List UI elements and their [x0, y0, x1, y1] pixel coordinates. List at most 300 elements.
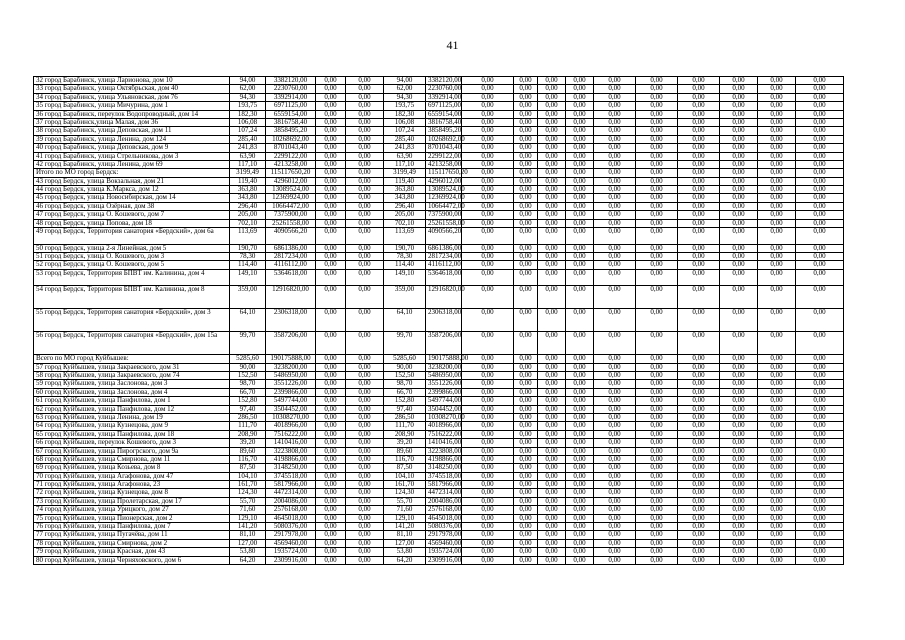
zero-cell: 0,00	[758, 219, 796, 227]
zero-cell: 0,00	[758, 405, 796, 413]
zero-cell: 0,00	[678, 77, 720, 85]
zero-cell: 0,00	[678, 523, 720, 531]
zero-cell: 0,00	[538, 506, 566, 514]
cost-cell: 3504452,00	[266, 405, 316, 413]
zero-cell: 0,00	[594, 497, 636, 505]
address-cell: 44 город Бердск, улица К.Маркса, дом 12	[34, 186, 230, 194]
cost-cell: 4090566,20	[266, 228, 316, 245]
zero-cell: 0,00	[462, 144, 514, 152]
zero-cell: 0,00	[538, 539, 566, 547]
address-cell: 45 город Бердск, улица Новосибирская, дом 14	[34, 194, 230, 202]
zero-cell: 0,00	[636, 355, 678, 363]
zero-cell: 0,00	[636, 186, 678, 194]
zero-cell: 0,00	[594, 380, 636, 388]
area-cell: 286,50	[230, 413, 266, 421]
zero-cell: 0,00	[316, 439, 346, 447]
area-cell-2: 87,50	[384, 464, 426, 472]
zero-cell: 0,00	[720, 194, 758, 202]
cost-cell-2: 3223808,00	[426, 447, 462, 455]
zero-cell: 0,00	[796, 127, 844, 135]
zero-cell: 0,00	[678, 160, 720, 168]
zero-cell: 0,00	[462, 177, 514, 185]
address-cell: 34 город Барабинск, улица Ульяновская, дом 76	[34, 93, 230, 101]
zero-cell: 0,00	[514, 102, 538, 110]
zero-cell: 0,00	[636, 228, 678, 245]
cost-cell: 2576168,00	[266, 506, 316, 514]
cost-cell-2: 190175888,00	[426, 355, 462, 363]
zero-cell: 0,00	[678, 169, 720, 177]
zero-cell: 0,00	[796, 405, 844, 413]
zero-cell: 0,00	[594, 548, 636, 556]
zero-cell: 0,00	[316, 506, 346, 514]
cost-cell: 7516222,00	[266, 430, 316, 438]
zero-cell: 0,00	[796, 194, 844, 202]
zero-cell: 0,00	[720, 135, 758, 143]
zero-cell: 0,00	[720, 455, 758, 463]
zero-cell: 0,00	[758, 135, 796, 143]
zero-cell: 0,00	[316, 472, 346, 480]
address-cell: 79 город Куйбышев, улица Красная, дом 43	[34, 548, 230, 556]
zero-cell: 0,00	[538, 269, 566, 286]
zero-cell: 0,00	[720, 430, 758, 438]
zero-cell: 0,00	[566, 93, 594, 101]
area-cell: 78,30	[230, 252, 266, 260]
zero-cell: 0,00	[720, 160, 758, 168]
zero-cell: 0,00	[796, 211, 844, 219]
zero-cell: 0,00	[594, 556, 636, 564]
zero-cell: 0,00	[594, 194, 636, 202]
zero-cell: 0,00	[796, 118, 844, 126]
cost-cell-2: 4645018,00	[426, 514, 462, 522]
zero-cell: 0,00	[720, 252, 758, 260]
zero-cell: 0,00	[678, 110, 720, 118]
zero-cell: 0,00	[566, 531, 594, 539]
area-cell-2: 97,40	[384, 405, 426, 413]
zero-cell: 0,00	[678, 194, 720, 202]
address-cell: 56 город Бердск, Территория санатория «Бердский», дом 15а	[34, 332, 230, 355]
zero-cell: 0,00	[538, 77, 566, 85]
zero-cell: 0,00	[720, 481, 758, 489]
zero-cell: 0,00	[514, 332, 538, 355]
zero-cell: 0,00	[594, 472, 636, 480]
area-cell: 119,40	[230, 177, 266, 185]
zero-cell: 0,00	[678, 497, 720, 505]
zero-cell: 0,00	[720, 77, 758, 85]
zero-cell: 0,00	[594, 186, 636, 194]
zero-cell: 0,00	[538, 144, 566, 152]
area-cell: 87,50	[230, 464, 266, 472]
zero-cell: 0,00	[758, 539, 796, 547]
zero-cell: 0,00	[462, 531, 514, 539]
zero-cell: 0,00	[566, 481, 594, 489]
zero-cell: 0,00	[316, 397, 346, 405]
zero-cell: 0,00	[538, 472, 566, 480]
zero-cell: 0,00	[720, 531, 758, 539]
zero-cell: 0,00	[566, 177, 594, 185]
zero-cell: 0,00	[346, 481, 384, 489]
cost-cell: 4198866,00	[266, 455, 316, 463]
zero-cell: 0,00	[678, 489, 720, 497]
area-cell-2: 119,40	[384, 177, 426, 185]
zero-cell: 0,00	[758, 160, 796, 168]
area-cell-2: 359,00	[384, 286, 426, 309]
cost-cell-2: 2306318,00	[426, 309, 462, 332]
cost-cell-2: 4213258,00	[426, 160, 462, 168]
zero-cell: 0,00	[538, 118, 566, 126]
area-cell-2: 190,70	[384, 244, 426, 252]
cost-cell: 115117650,20	[266, 169, 316, 177]
zero-cell: 0,00	[462, 127, 514, 135]
zero-cell: 0,00	[514, 413, 538, 421]
zero-cell: 0,00	[796, 102, 844, 110]
zero-cell: 0,00	[594, 127, 636, 135]
area-cell: 39,20	[230, 439, 266, 447]
zero-cell: 0,00	[514, 186, 538, 194]
zero-cell: 0,00	[594, 169, 636, 177]
zero-cell: 0,00	[758, 497, 796, 505]
area-cell: 63,90	[230, 152, 266, 160]
zero-cell: 0,00	[514, 355, 538, 363]
zero-cell: 0,00	[346, 388, 384, 396]
zero-cell: 0,00	[538, 202, 566, 210]
zero-cell: 0,00	[566, 219, 594, 227]
zero-cell: 0,00	[346, 211, 384, 219]
table-row	[34, 144, 844, 152]
zero-cell: 0,00	[514, 286, 538, 309]
zero-cell: 0,00	[796, 523, 844, 531]
zero-cell: 0,00	[514, 405, 538, 413]
address-cell: 42 город Барабинск, улица Ленина, дом 69	[34, 160, 230, 168]
zero-cell: 0,00	[346, 127, 384, 135]
zero-cell: 0,00	[346, 286, 384, 309]
cost-cell-2: 10664472,00	[426, 202, 462, 210]
table-row	[34, 127, 844, 135]
zero-cell: 0,00	[566, 169, 594, 177]
zero-cell: 0,00	[514, 506, 538, 514]
area-cell-2: 152,50	[384, 371, 426, 379]
zero-cell: 0,00	[594, 430, 636, 438]
zero-cell: 0,00	[796, 144, 844, 152]
zero-cell: 0,00	[796, 77, 844, 85]
zero-cell: 0,00	[514, 118, 538, 126]
zero-cell: 0,00	[316, 77, 346, 85]
zero-cell: 0,00	[758, 523, 796, 531]
zero-cell: 0,00	[346, 160, 384, 168]
zero-cell: 0,00	[796, 169, 844, 177]
zero-cell: 0,00	[346, 332, 384, 355]
area-cell: 161,70	[230, 481, 266, 489]
area-cell: 111,70	[230, 422, 266, 430]
cost-cell-2: 2917978,00	[426, 531, 462, 539]
area-cell: 71,60	[230, 506, 266, 514]
zero-cell: 0,00	[636, 219, 678, 227]
zero-cell: 0,00	[316, 93, 346, 101]
page-number: 41	[446, 38, 459, 52]
zero-cell: 0,00	[566, 539, 594, 547]
zero-cell: 0,00	[594, 261, 636, 269]
zero-cell: 0,00	[346, 110, 384, 118]
zero-cell: 0,00	[514, 514, 538, 522]
cost-cell-2: 2004086,00	[426, 497, 462, 505]
area-cell: 193,75	[230, 102, 266, 110]
zero-cell: 0,00	[462, 363, 514, 371]
zero-cell: 0,00	[566, 548, 594, 556]
zero-cell: 0,00	[538, 261, 566, 269]
zero-cell: 0,00	[566, 202, 594, 210]
zero-cell: 0,00	[316, 556, 346, 564]
zero-cell: 0,00	[758, 93, 796, 101]
address-cell: 62 город Куйбышев, улица Панфилова, дом 12	[34, 405, 230, 413]
zero-cell: 0,00	[566, 85, 594, 93]
zero-cell: 0,00	[594, 252, 636, 260]
cost-cell: 7375900,00	[266, 211, 316, 219]
area-cell: 66,70	[230, 388, 266, 396]
area-cell: 343,80	[230, 194, 266, 202]
zero-cell: 0,00	[316, 548, 346, 556]
zero-cell: 0,00	[462, 269, 514, 286]
zero-cell: 0,00	[594, 405, 636, 413]
table-row	[34, 439, 844, 447]
area-cell-2: 152,80	[384, 397, 426, 405]
zero-cell: 0,00	[594, 481, 636, 489]
zero-cell: 0,00	[678, 422, 720, 430]
zero-cell: 0,00	[316, 355, 346, 363]
zero-cell: 0,00	[462, 219, 514, 227]
zero-cell: 0,00	[316, 405, 346, 413]
zero-cell: 0,00	[678, 506, 720, 514]
area-cell: 89,60	[230, 447, 266, 455]
table-total-row	[34, 169, 844, 177]
zero-cell: 0,00	[538, 371, 566, 379]
address-cell: 70 город Куйбышев, улица Агафонова, дом 47	[34, 472, 230, 480]
cost-cell: 3551226,00	[266, 380, 316, 388]
address-cell: 61 город Куйбышев, улица Панфилова, дом 1	[34, 397, 230, 405]
zero-cell: 0,00	[594, 439, 636, 447]
cost-cell: 4296012,00	[266, 177, 316, 185]
area-cell: 104,10	[230, 472, 266, 480]
table-row	[34, 211, 844, 219]
zero-cell: 0,00	[636, 269, 678, 286]
address-cell: 75 город Куйбышев, улица Пионерская, дом 2	[34, 514, 230, 522]
zero-cell: 0,00	[594, 244, 636, 252]
zero-cell: 0,00	[758, 514, 796, 522]
cost-cell-2: 3392914,00	[426, 93, 462, 101]
zero-cell: 0,00	[566, 211, 594, 219]
zero-cell: 0,00	[462, 497, 514, 505]
zero-cell: 0,00	[346, 455, 384, 463]
zero-cell: 0,00	[758, 194, 796, 202]
zero-cell: 0,00	[796, 363, 844, 371]
zero-cell: 0,00	[514, 422, 538, 430]
cost-cell: 1410416,00	[266, 439, 316, 447]
zero-cell: 0,00	[720, 85, 758, 93]
area-cell: 208,90	[230, 430, 266, 438]
zero-cell: 0,00	[566, 261, 594, 269]
cost-cell-2: 3587206,00	[426, 332, 462, 355]
address-cell: Итого по МО город Бердск:	[34, 169, 230, 177]
zero-cell: 0,00	[720, 261, 758, 269]
zero-cell: 0,00	[346, 539, 384, 547]
zero-cell: 0,00	[462, 77, 514, 85]
zero-cell: 0,00	[796, 309, 844, 332]
zero-cell: 0,00	[796, 388, 844, 396]
zero-cell: 0,00	[758, 481, 796, 489]
zero-cell: 0,00	[796, 286, 844, 309]
zero-cell: 0,00	[462, 413, 514, 421]
zero-cell: 0,00	[636, 447, 678, 455]
zero-cell: 0,00	[566, 514, 594, 522]
zero-cell: 0,00	[514, 464, 538, 472]
area-cell-2: 363,80	[384, 186, 426, 194]
table-row	[34, 380, 844, 388]
zero-cell: 0,00	[678, 455, 720, 463]
zero-cell: 0,00	[796, 261, 844, 269]
address-cell: 39 город Барабинск, улица Ленина, дом 124	[34, 135, 230, 143]
zero-cell: 0,00	[678, 531, 720, 539]
cost-cell-2: 4296012,00	[426, 177, 462, 185]
zero-cell: 0,00	[538, 244, 566, 252]
zero-cell: 0,00	[636, 169, 678, 177]
address-cell: 46 город Бердск, улица Озёрная, дом 38	[34, 202, 230, 210]
address-cell: 80 город Куйбышев, улица Черняховского, дом 6	[34, 556, 230, 564]
address-cell: 74 город Куйбышев, улица Урицкого, дом 27	[34, 506, 230, 514]
zero-cell: 0,00	[678, 514, 720, 522]
zero-cell: 0,00	[462, 252, 514, 260]
zero-cell: 0,00	[720, 472, 758, 480]
zero-cell: 0,00	[514, 439, 538, 447]
zero-cell: 0,00	[594, 539, 636, 547]
cost-cell-2: 3745518,00	[426, 472, 462, 480]
zero-cell: 0,00	[758, 548, 796, 556]
cost-cell-2: 4569460,00	[426, 539, 462, 547]
zero-cell: 0,00	[594, 228, 636, 245]
zero-cell: 0,00	[514, 309, 538, 332]
zero-cell: 0,00	[566, 523, 594, 531]
zero-cell: 0,00	[316, 160, 346, 168]
zero-cell: 0,00	[514, 93, 538, 101]
area-cell-2: 94,00	[384, 77, 426, 85]
zero-cell: 0,00	[678, 548, 720, 556]
zero-cell: 0,00	[514, 152, 538, 160]
zero-cell: 0,00	[462, 430, 514, 438]
zero-cell: 0,00	[594, 371, 636, 379]
zero-cell: 0,00	[462, 388, 514, 396]
area-cell: 62,00	[230, 85, 266, 93]
zero-cell: 0,00	[636, 77, 678, 85]
zero-cell: 0,00	[316, 144, 346, 152]
zero-cell: 0,00	[538, 228, 566, 245]
area-cell-2: 193,75	[384, 102, 426, 110]
zero-cell: 0,00	[758, 397, 796, 405]
zero-cell: 0,00	[462, 422, 514, 430]
zero-cell: 0,00	[566, 422, 594, 430]
zero-cell: 0,00	[636, 252, 678, 260]
zero-cell: 0,00	[758, 77, 796, 85]
cost-cell-2: 6971125,00	[426, 102, 462, 110]
address-cell: 64 город Куйбышев, улица Кузнецова, дом 9	[34, 422, 230, 430]
zero-cell: 0,00	[678, 332, 720, 355]
zero-cell: 0,00	[462, 397, 514, 405]
zero-cell: 0,00	[636, 472, 678, 480]
cost-cell: 2817234,00	[266, 252, 316, 260]
zero-cell: 0,00	[462, 93, 514, 101]
zero-cell: 0,00	[566, 286, 594, 309]
zero-cell: 0,00	[678, 413, 720, 421]
zero-cell: 0,00	[514, 211, 538, 219]
zero-cell: 0,00	[796, 93, 844, 101]
zero-cell: 0,00	[594, 397, 636, 405]
area-cell: 129,10	[230, 514, 266, 522]
zero-cell: 0,00	[678, 93, 720, 101]
zero-cell: 0,00	[720, 380, 758, 388]
zero-cell: 0,00	[346, 464, 384, 472]
zero-cell: 0,00	[678, 261, 720, 269]
address-cell: 67 город Куйбышев, улица Пирогрского, дом 9а	[34, 447, 230, 455]
area-cell: 113,69	[230, 228, 266, 245]
cost-cell: 10664472,00	[266, 202, 316, 210]
housing-registry-table	[33, 76, 844, 565]
zero-cell: 0,00	[720, 102, 758, 110]
zero-cell: 0,00	[796, 548, 844, 556]
zero-cell: 0,00	[720, 202, 758, 210]
cost-cell-2: 12916820,00	[426, 286, 462, 309]
address-cell: 38 город Барабинск, улица Деповская, дом 11	[34, 127, 230, 135]
zero-cell: 0,00	[796, 332, 844, 355]
address-cell: 59 город Куйбышев, улица Заслонова, дом 3	[34, 380, 230, 388]
zero-cell: 0,00	[514, 194, 538, 202]
zero-cell: 0,00	[346, 556, 384, 564]
zero-cell: 0,00	[538, 422, 566, 430]
area-cell-2: 116,70	[384, 455, 426, 463]
zero-cell: 0,00	[796, 413, 844, 421]
zero-cell: 0,00	[678, 244, 720, 252]
zero-cell: 0,00	[796, 110, 844, 118]
zero-cell: 0,00	[720, 539, 758, 547]
zero-cell: 0,00	[316, 194, 346, 202]
zero-cell: 0,00	[346, 93, 384, 101]
zero-cell: 0,00	[720, 286, 758, 309]
zero-cell: 0,00	[462, 244, 514, 252]
zero-cell: 0,00	[346, 102, 384, 110]
zero-cell: 0,00	[514, 127, 538, 135]
zero-cell: 0,00	[636, 556, 678, 564]
zero-cell: 0,00	[796, 439, 844, 447]
cost-cell: 4116112,00	[266, 261, 316, 269]
cost-cell: 6559154,00	[266, 110, 316, 118]
zero-cell: 0,00	[316, 244, 346, 252]
zero-cell: 0,00	[566, 430, 594, 438]
cost-cell-2: 5080376,00	[426, 523, 462, 531]
zero-cell: 0,00	[636, 497, 678, 505]
zero-cell: 0,00	[566, 160, 594, 168]
zero-cell: 0,00	[636, 194, 678, 202]
zero-cell: 0,00	[346, 413, 384, 421]
area-cell-2: 99,70	[384, 332, 426, 355]
table-row	[34, 102, 844, 110]
area-cell-2: 94,30	[384, 93, 426, 101]
zero-cell: 0,00	[720, 413, 758, 421]
zero-cell: 0,00	[796, 556, 844, 564]
zero-cell: 0,00	[538, 219, 566, 227]
cost-cell: 25261558,00	[266, 219, 316, 227]
zero-cell: 0,00	[566, 309, 594, 332]
zero-cell: 0,00	[796, 85, 844, 93]
zero-cell: 0,00	[316, 135, 346, 143]
area-cell-2: 285,40	[384, 135, 426, 143]
zero-cell: 0,00	[538, 135, 566, 143]
zero-cell: 0,00	[346, 169, 384, 177]
zero-cell: 0,00	[514, 135, 538, 143]
